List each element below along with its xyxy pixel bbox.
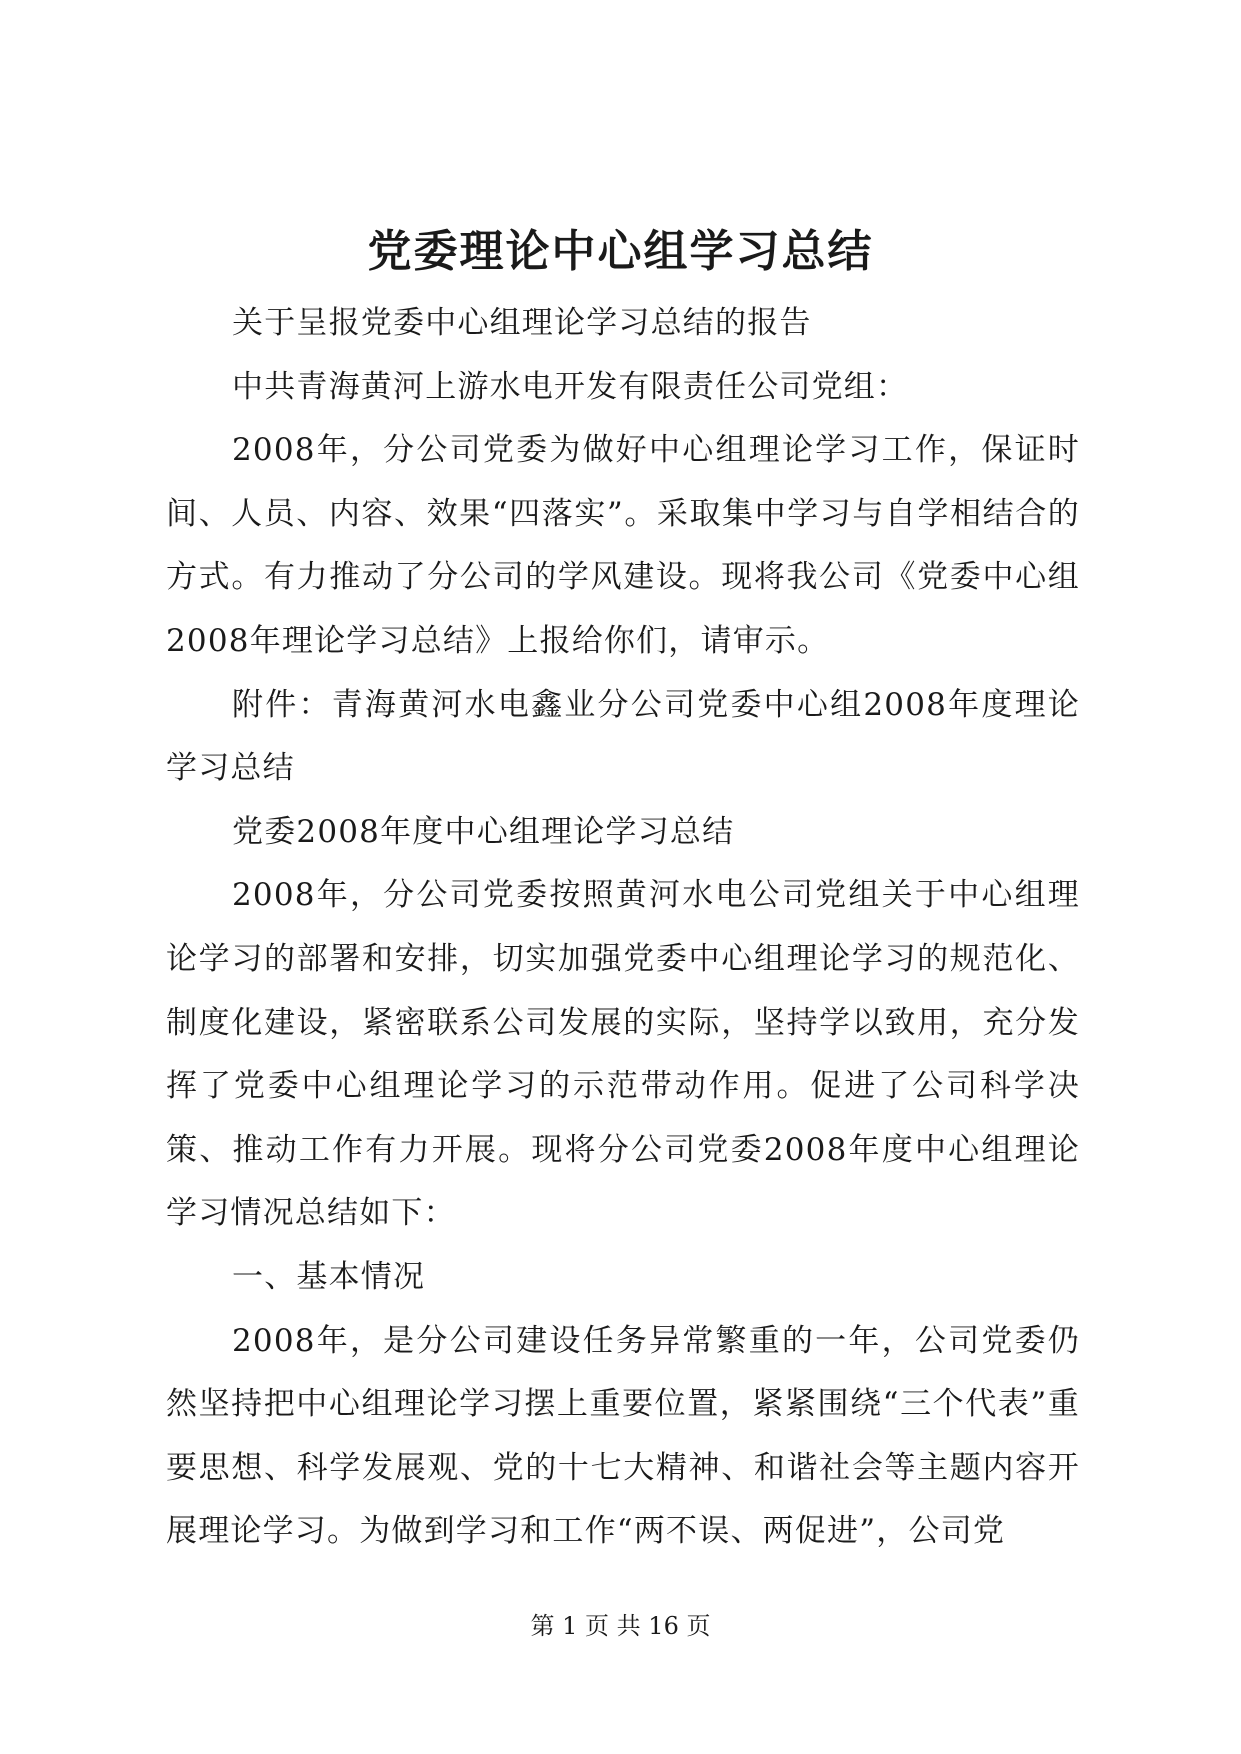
- section-heading-basic: 一、基本情况: [232, 1258, 426, 1295]
- paragraph-summary-intro: 2008年，分公司党委按照黄河水电公司党组关于中心组理论学习的部署和安排，切实加强党委中心组理论学习的规范化、制度化建设，紧密联系公司发展的实际，坚持学以致用，充分发挥了党委中心组理论学习的示范带动作用。促进了公司科学决策、推动工作有力开展。现将分公司党委2008年度中心组理论学习情况总结如下：: [166, 877, 1080, 1232]
- document-body: [166, 292, 1080, 1564]
- document-title: 党委理论中心组学习总结: [367, 226, 874, 277]
- paragraph-attachment: 附件：青海黄河水电鑫业分公司党委中心组2008年度理论学习总结: [166, 686, 1080, 787]
- page-footer: 第 1 页 共 16 页: [530, 1612, 711, 1640]
- paragraph-summary-title: 党委2008年度中心组理论学习总结: [232, 813, 735, 850]
- paragraph-intro: 2008年，分公司党委为做好中心组理论学习工作，保证时间、人员、内容、效果“四落实”。采取集中学习与自学相结合的方式。有力推动了分公司的学风建设。现将我公司《党委中心组2008年理论学习总结》上报给你们，请审示。: [166, 432, 1080, 659]
- paragraph-addressee: 中共青海黄河上游水电开发有限责任公司党组：: [232, 368, 909, 405]
- paragraph-basic-situation: 2008年，是分公司建设任务异常繁重的一年，公司党委仍然坚持把中心组理论学习摆上重要位置，紧紧围绕“三个代表”重要思想、科学发展观、党的十七大精神、和谐社会等主题内容开展理论学习。为做到学习和工作“两不误、两促进”，公司党: [166, 1322, 1080, 1550]
- paragraph-report-heading: 关于呈报党委中心组理论学习总结的报告: [232, 305, 812, 341]
